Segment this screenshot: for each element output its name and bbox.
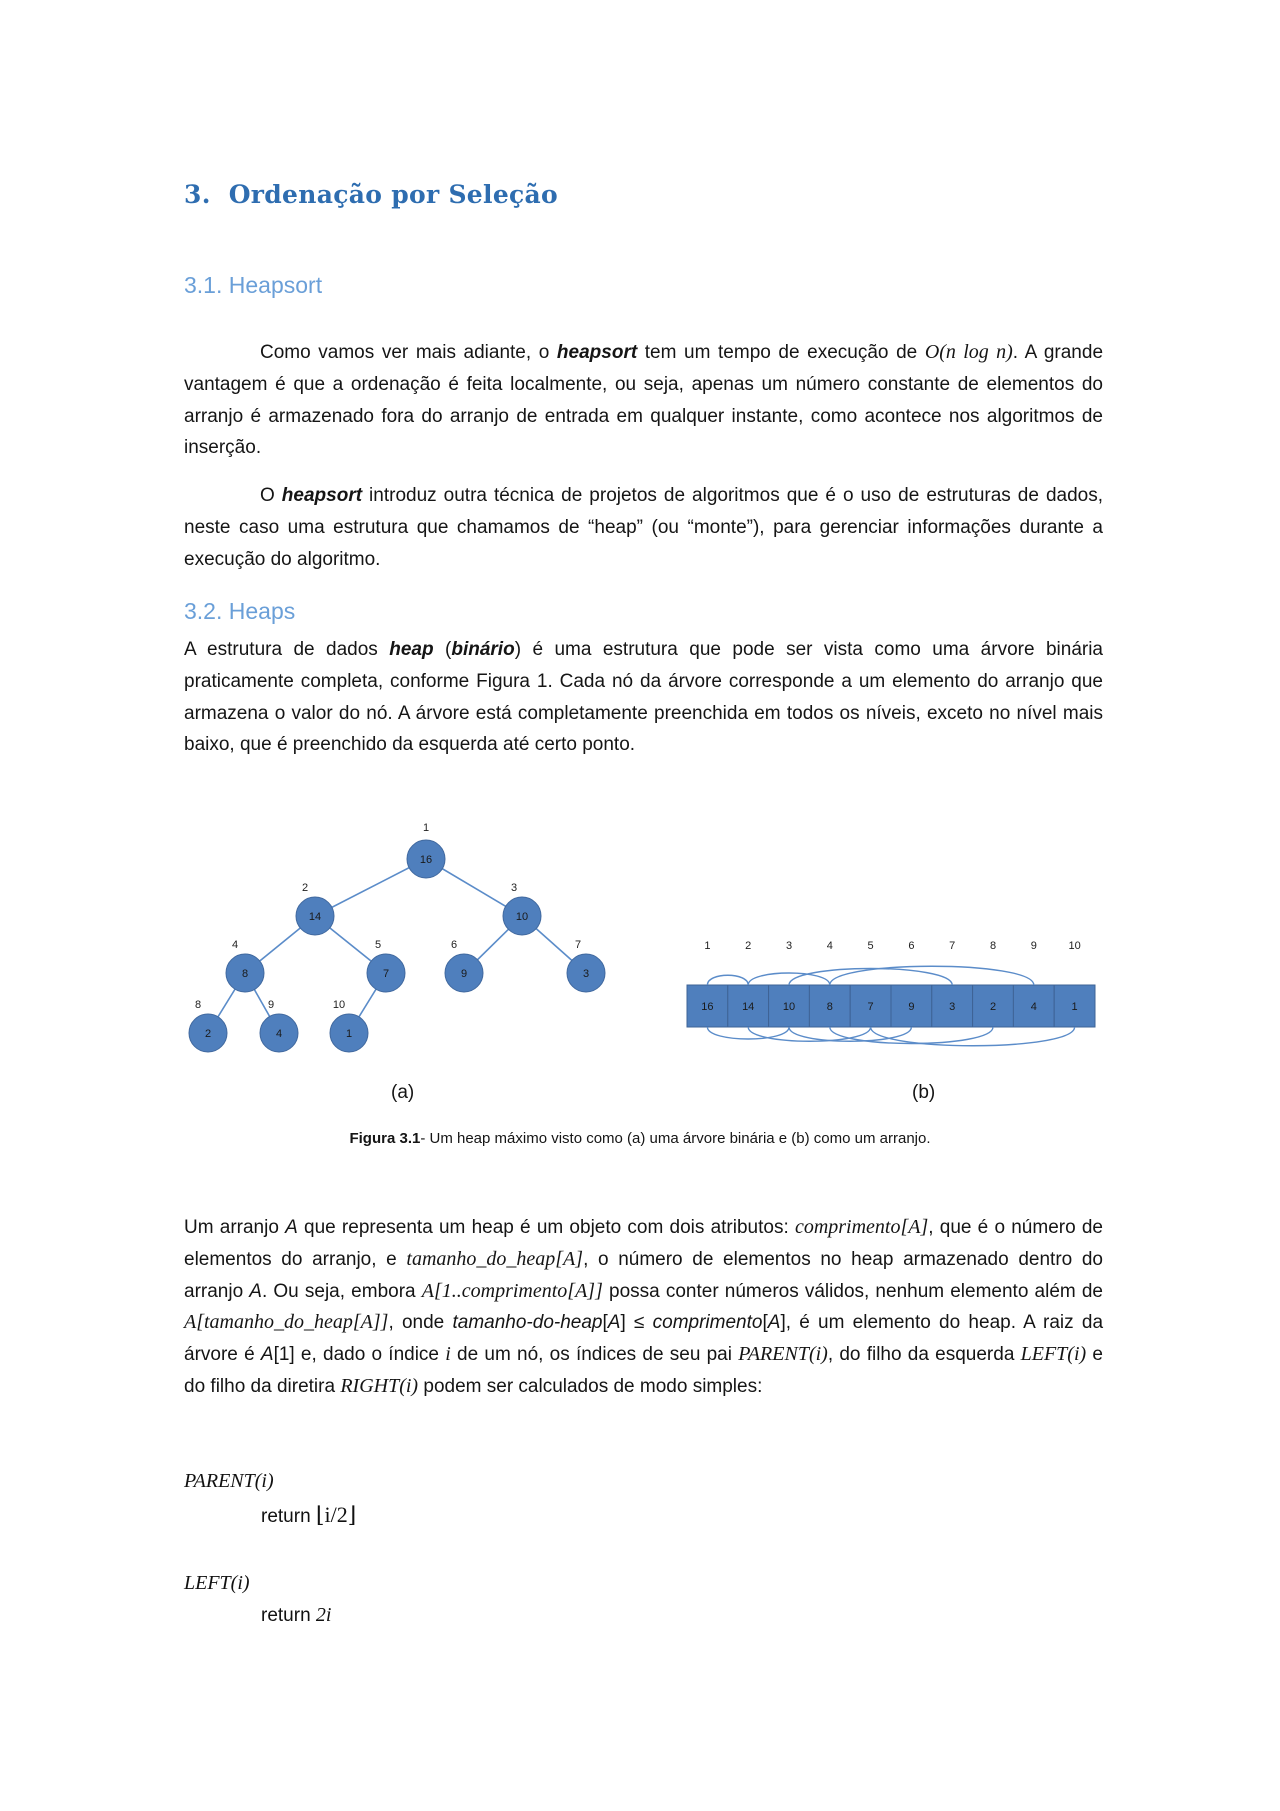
- array-link-arc: [789, 969, 952, 986]
- return-keyword: return: [261, 1605, 316, 1626]
- figure-caption: [0, 1130, 1280, 1147]
- math-2i: 2i: [315, 1604, 332, 1626]
- text: [: [762, 1312, 768, 1334]
- math-heap-limit: A[tamanho_do_heap[A]]: [184, 1311, 389, 1334]
- array-index-label: 10: [1068, 940, 1081, 952]
- code-left-return: [261, 1604, 331, 1627]
- tree-node-value: 1: [345, 1028, 353, 1040]
- tree-node-value: 4: [275, 1028, 283, 1040]
- term-heap: heap: [389, 639, 434, 660]
- heap-tree-diagram: [189, 822, 605, 1052]
- tree-node-index: 9: [267, 999, 275, 1011]
- text: , do filho da esquerda: [827, 1344, 1021, 1366]
- text: , onde: [388, 1312, 453, 1334]
- text: (: [433, 639, 452, 660]
- text: ], é um elemento do heap. A raiz da árvore é: [184, 1312, 1104, 1366]
- math-tamanho-do-heap: tamanho_do_heap[A]: [406, 1247, 584, 1270]
- code-parent-signature: PARENT(i): [184, 1470, 274, 1492]
- tree-node-value: 10: [515, 911, 529, 923]
- array-index-label: 6: [908, 940, 915, 952]
- array-cell-value: 2: [989, 1001, 997, 1013]
- math-array-range: A[1..comprimento[A]]: [421, 1279, 603, 1302]
- var-A: A: [767, 1312, 781, 1334]
- text: Como vamos ver mais adiante, o: [260, 342, 557, 363]
- array-index-label: 2: [745, 940, 752, 952]
- text: A estrutura de dados: [184, 639, 390, 660]
- array-index-label: 3: [785, 940, 793, 952]
- array-cell-value: 1: [1071, 1001, 1078, 1013]
- array-cell-value: 14: [742, 1001, 755, 1013]
- var-A: A: [607, 1312, 621, 1334]
- array-index-label: 9: [1030, 940, 1037, 952]
- text: [1] e, dado o índice: [273, 1344, 446, 1366]
- text: O: [260, 485, 282, 507]
- var-A: A: [260, 1344, 274, 1366]
- tree-node-index: 7: [574, 939, 582, 951]
- figure-label-b: (b): [912, 1082, 936, 1103]
- math-complexity: O(n log n): [924, 341, 1013, 363]
- var-A: A: [285, 1217, 298, 1238]
- caption-text: - Um heap máximo visto como (a) uma árvore binária e (b) como um arranjo.: [420, 1130, 931, 1147]
- array-cell-value: 10: [782, 1001, 796, 1013]
- figure-label-a: (a): [391, 1082, 415, 1103]
- subsection-heading-heapsort: 3.1. Heapsort: [184, 272, 323, 298]
- tree-node-value: 3: [582, 968, 590, 980]
- tree-node-index: 3: [510, 882, 518, 894]
- text: de um nó, os índices de seu pai: [450, 1344, 739, 1366]
- array-index-label: 4: [826, 940, 833, 952]
- text: introduz outra técnica de projetos de algoritmos que é o uso de estruturas de dados, neste caso uma estrutura que chamamos de “heap” (ou “monte”), para gerenciar informações durante a execução do algoritmo.: [184, 485, 1103, 570]
- math-right: RIGHT(i): [340, 1374, 419, 1397]
- text: possa conter números válidos, nenhum elemento além de: [602, 1280, 1104, 1302]
- tree-node-index: 5: [374, 939, 382, 951]
- tree-node-value: 14: [308, 911, 322, 923]
- tree-node-value: 9: [460, 968, 468, 980]
- tree-node-index: 6: [450, 939, 458, 951]
- math-parent: PARENT(i): [738, 1343, 828, 1366]
- heap-array-diagram: [687, 940, 1095, 1046]
- array-cell-value: 16: [701, 1001, 714, 1013]
- text: podem ser calculados de modo simples:: [418, 1375, 763, 1397]
- text: [: [602, 1312, 608, 1334]
- text: . A grande vantagem é que a ordenação é feita localmente, ou seja, apenas um número constante de elementos do arranjo é armazenado fora do arranjo de entrada em qualquer instante, como acontece nos algoritmos de inserção.: [184, 342, 1104, 459]
- array-cell-value: 3: [949, 1001, 956, 1013]
- tree-node-index: 8: [194, 999, 202, 1011]
- array-cell-value: 4: [1030, 1001, 1037, 1013]
- tree-node-index: 10: [332, 999, 346, 1011]
- text: tem um tempo de execução de: [637, 342, 925, 363]
- text: Um arranjo: [184, 1217, 286, 1238]
- section-number: 3.: [184, 180, 211, 209]
- text: e do filho da diretira: [184, 1344, 1103, 1397]
- term-heapsort: heapsort: [556, 342, 638, 363]
- math-comprimento: comprimento[A]: [794, 1216, 929, 1238]
- text: , que é o número de elementos do arranjo, e: [184, 1217, 1103, 1270]
- paragraph-array-attributes: [184, 1212, 1103, 1403]
- tree-node-index: 4: [231, 939, 239, 951]
- array-index-label: 8: [989, 940, 997, 952]
- var-comprimento: comprimento: [652, 1312, 763, 1334]
- text: , o número de elementos no heap armazenado dentro do arranjo: [184, 1248, 1103, 1302]
- subsection-heading-heaps: 3.2. Heaps: [184, 598, 296, 624]
- term-heapsort: heapsort: [281, 485, 363, 507]
- array-cell-value: 9: [908, 1001, 915, 1013]
- math-left: LEFT(i): [1020, 1343, 1087, 1366]
- array-index-label: 7: [949, 940, 956, 952]
- text: . Ou seja, embora: [261, 1280, 422, 1302]
- section-title: Ordenação por Seleção: [228, 180, 559, 209]
- array-index-label: 5: [867, 940, 874, 952]
- tree-node-index: 2: [301, 882, 309, 894]
- tree-node-value: 8: [241, 968, 249, 980]
- array-index-label: 1: [704, 940, 711, 952]
- var-tamanho-do-heap: tamanho-do-heap: [452, 1312, 603, 1334]
- code-parent-return: [261, 1502, 356, 1528]
- code-left-signature: LEFT(i): [184, 1572, 250, 1594]
- tree-node-value: 2: [204, 1028, 212, 1040]
- caption-label: Figura 3.1: [349, 1130, 421, 1147]
- text: ) é uma estrutura que pode ser vista como uma árvore binária praticamente completa, conforme Figura 1. Cada nó da árvore corresponde a um elemento do arranjo que armazena o valor do nó. A árvore está completamente preenchida em todos os níveis, exceto no nível mais baixo, que é preenchido da esquerda até certo ponto.: [184, 639, 1104, 756]
- term-binario: binário: [451, 639, 515, 660]
- array-cell-value: 7: [867, 1001, 874, 1013]
- math-i: i: [445, 1343, 451, 1366]
- tree-node-value: 7: [382, 968, 390, 980]
- var-A: A: [249, 1280, 262, 1302]
- math-floor-i-half: ⌊i/2⌋: [315, 1502, 357, 1527]
- array-link-arc: [707, 975, 748, 985]
- array-cell-value: 8: [826, 1001, 833, 1013]
- return-keyword: return: [261, 1506, 316, 1527]
- paragraph-4: [184, 1212, 1103, 1403]
- text: ] ≤: [620, 1312, 653, 1334]
- tree-node-index: 1: [422, 822, 430, 834]
- text: que representa um heap é um objeto com dois atributos:: [297, 1217, 795, 1238]
- tree-node-value: 16: [419, 854, 433, 866]
